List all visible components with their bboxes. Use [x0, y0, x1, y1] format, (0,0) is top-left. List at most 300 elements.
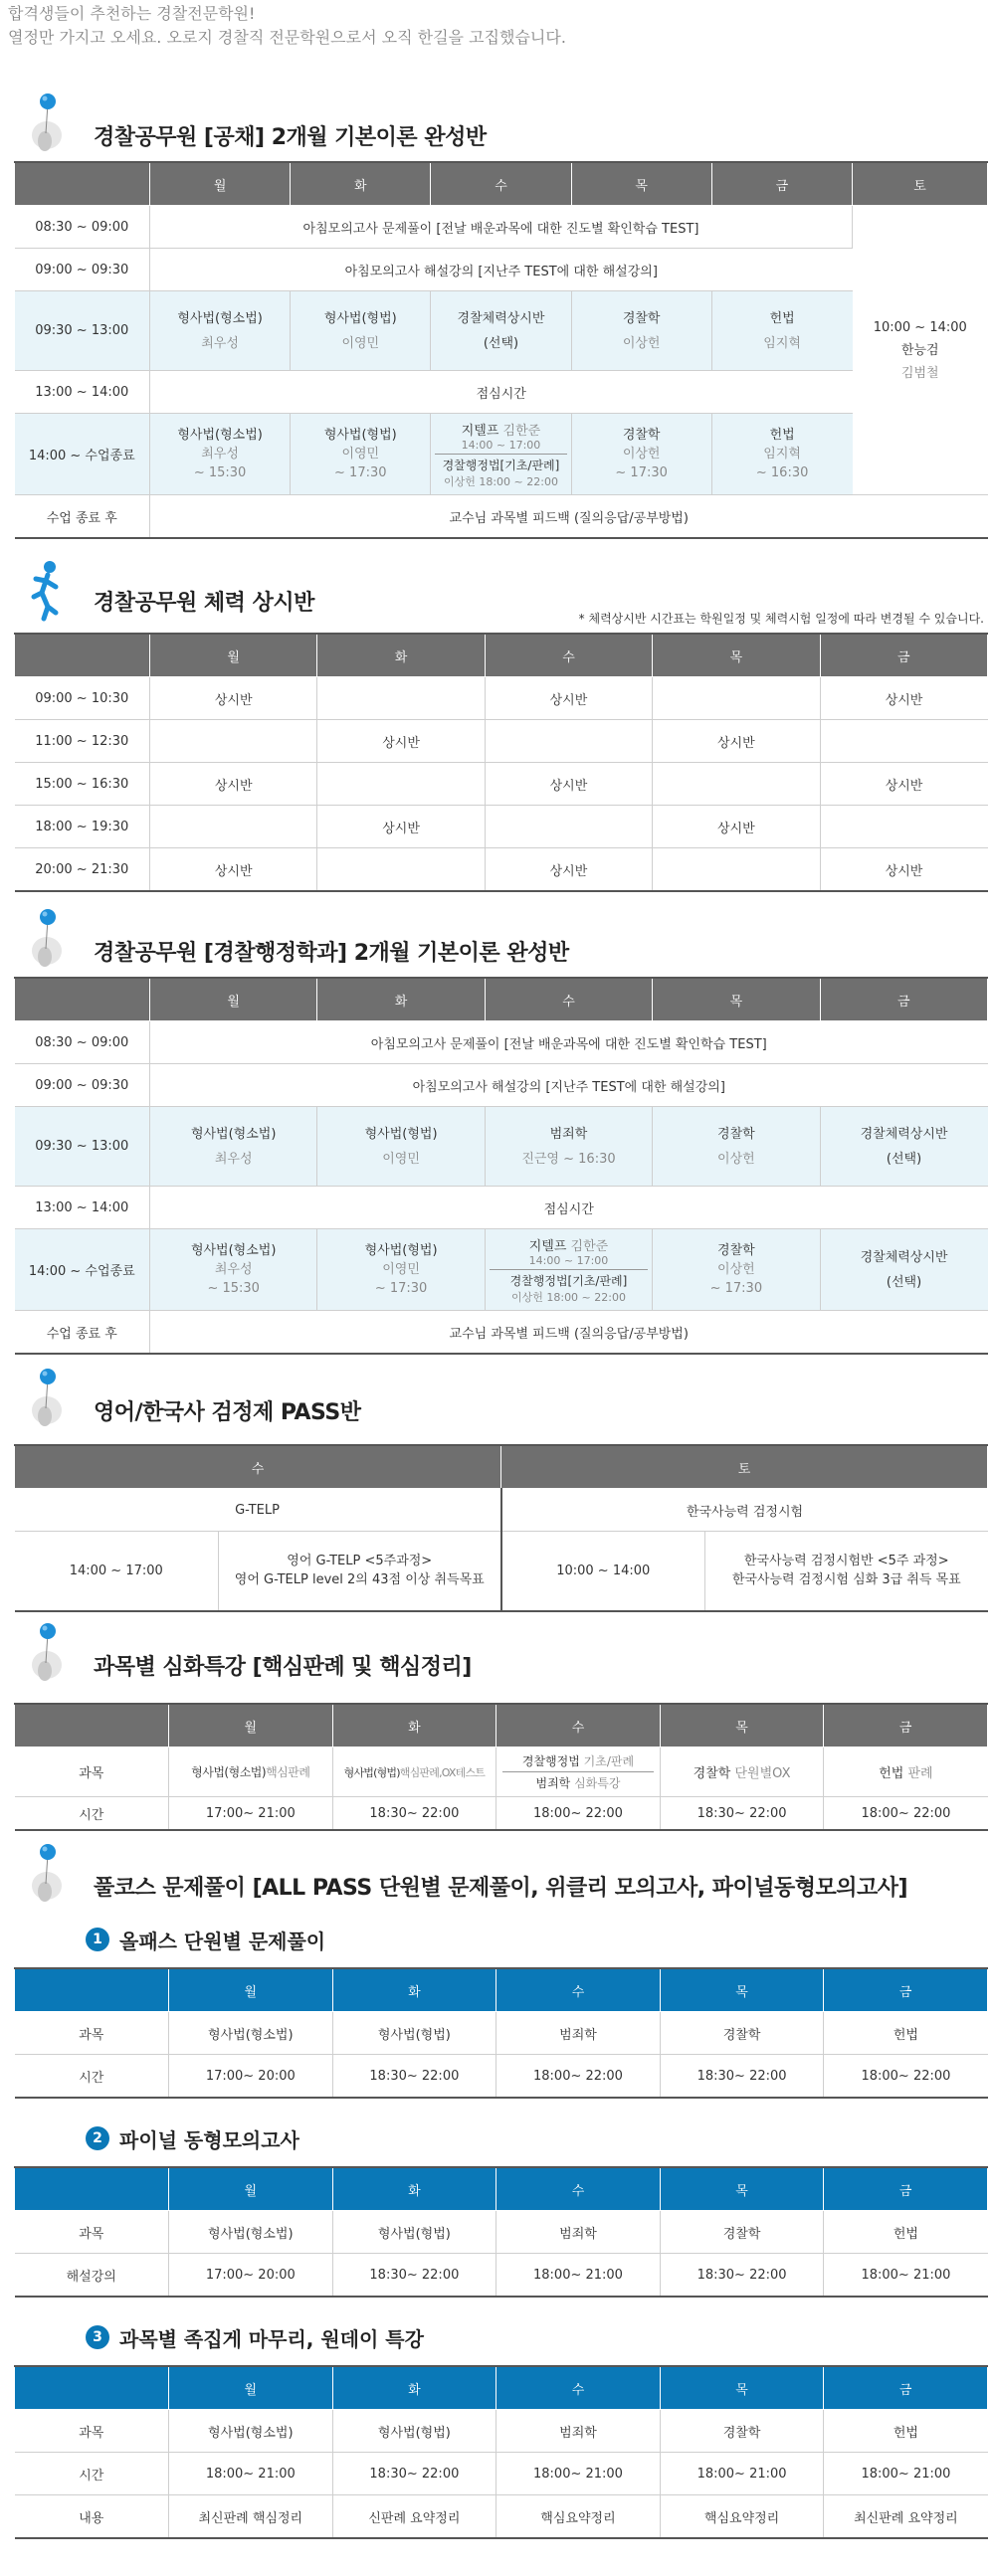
gtelp-block: [435, 420, 566, 455]
header-thu: 목: [653, 978, 820, 1021]
end-time: ~ 15:30: [193, 465, 247, 480]
subject: 지텔프: [461, 423, 499, 439]
time-cell: 18:00~ 22:00: [496, 2055, 661, 2099]
class-cell: [711, 291, 852, 371]
header-mon: 월: [150, 978, 317, 1021]
subject: 헌법: [769, 310, 795, 326]
wed-split-cell: [485, 1229, 652, 1311]
class-cell: [820, 1107, 987, 1187]
teacher: (선택): [483, 335, 519, 351]
empty-cell: [317, 848, 485, 892]
morning-review: 아침모의고사 해설강의 [지난주 TEST에 대한 해설강의]: [150, 249, 853, 291]
teacher: (선택): [886, 1274, 922, 1290]
subject-cell: 형사법(형법): [332, 2012, 496, 2055]
subject-cell: 범죄학: [496, 2410, 661, 2453]
teacher: 임지혁: [763, 447, 801, 461]
subject-cell: 형사법(형소법): [169, 2012, 333, 2055]
table-header-row: [15, 2167, 988, 2211]
section-intensive-lectures: [14, 1621, 988, 1831]
runner-icon: [26, 557, 68, 623]
table-row: [15, 1532, 988, 1611]
header-wed: 수: [15, 1445, 501, 1489]
header-thu: 목: [653, 634, 820, 677]
session-cell: 상시반: [317, 806, 485, 848]
header-thu: 목: [660, 2167, 824, 2211]
time-cell: 09:00 ~ 09:30: [15, 1064, 150, 1107]
subject-cell: 범죄학: [496, 2211, 661, 2254]
section-title: 풀코스 문제풀이 [ALL PASS 단원별 문제풀이, 위클리 모의고사, 파이널동형모의고사]: [94, 1876, 908, 1901]
subsection-header: [14, 1912, 988, 1967]
time: 18:00 ~ 22:00: [479, 474, 558, 488]
teacher: 이영민: [382, 1151, 420, 1167]
header-blank: [15, 2167, 169, 2211]
header-tue: 화: [317, 978, 485, 1021]
oneday-table: [14, 2365, 988, 2539]
time-cell: 17:00~ 20:00: [169, 2055, 333, 2099]
subject: 형사법(형소법): [191, 1765, 267, 1779]
time-cell: 08:30 ~ 09:00: [15, 206, 150, 249]
session-cell: 상시반: [485, 763, 652, 806]
intro-line-2: 열정만 가지고 오세요. 오로지 경찰직 전문학원으로서 오직 한길을 고집했습니다.: [8, 28, 566, 47]
time-cell: 11:00 ~ 12:30: [15, 720, 150, 763]
section-fitness: [14, 557, 988, 892]
subject: 지텔프: [528, 1238, 567, 1254]
desc-line: 한국사능력 검정시험반 <5주 과정>: [743, 1554, 949, 1569]
time-cell: 18:30~ 22:00: [660, 2254, 824, 2298]
desc-line: 영어 G-TELP <5주과정>: [287, 1554, 433, 1569]
balloon-icon: [26, 1842, 68, 1908]
gtelp-block: [490, 1235, 648, 1270]
session-cell: 상시반: [485, 677, 652, 720]
subject-cell: 헌법: [824, 2410, 988, 2453]
row-label: 시간: [15, 2453, 169, 2495]
header-mon: 월: [150, 162, 291, 206]
table-row: [15, 1229, 988, 1311]
table-row: [15, 2254, 988, 2298]
header-thu: 목: [660, 2366, 824, 2410]
history-time: 10:00 ~ 14:00: [501, 1532, 705, 1611]
header-wed: 수: [431, 162, 571, 206]
empty-cell: [150, 806, 317, 848]
header-tue: 화: [332, 1704, 496, 1748]
class-cell: [431, 291, 571, 371]
empty-cell: [150, 720, 317, 763]
content-cell: 신판례 요약정리: [332, 2495, 496, 2539]
balloon-icon: [26, 92, 68, 157]
table-header-row: [15, 978, 988, 1021]
section-header: [14, 92, 988, 161]
section-police-public-2month: [14, 92, 988, 539]
time-cell: 13:00 ~ 14:00: [15, 1187, 150, 1229]
teacher: 최우성: [214, 1151, 253, 1167]
session-cell: 상시반: [485, 848, 652, 892]
session-cell: 상시반: [820, 763, 987, 806]
header-tue: 화: [291, 162, 431, 206]
subject-cell: 경찰학: [660, 2012, 824, 2055]
subject: 형사법(형법): [323, 428, 397, 443]
subject: 경찰행정법: [521, 1754, 580, 1768]
balloon-icon: [26, 1621, 68, 1687]
topic: 단원별OX: [734, 1766, 791, 1781]
table-row: [15, 1748, 988, 1797]
subject: 형사법(형소법): [190, 1126, 277, 1142]
teacher: 진근영: [521, 1151, 559, 1167]
subject: 경찰학: [693, 1766, 731, 1781]
header-tue: 화: [332, 2167, 496, 2211]
subject-cell: 경찰학: [660, 2410, 824, 2453]
schedule-table: [14, 161, 988, 539]
intro-text: [0, 0, 992, 50]
subject-cell: [496, 1748, 661, 1797]
table-row: [15, 206, 988, 249]
row-label: 해설강의: [15, 2254, 169, 2298]
table-row: [15, 677, 988, 720]
time-cell: 20:00 ~ 21:30: [15, 848, 150, 892]
teacher: 김한준: [502, 423, 541, 439]
table-row: [15, 371, 988, 414]
table-row: [15, 2453, 988, 2495]
empty-cell: [485, 806, 652, 848]
header-mon: 월: [150, 634, 317, 677]
balloon-icon: [26, 907, 68, 973]
end-time: ~ 17:30: [615, 465, 668, 480]
subject: 경찰학: [622, 310, 661, 326]
content-cell: 최신판례 요약정리: [824, 2495, 988, 2539]
morning-review: 아침모의고사 해설강의 [지난주 TEST에 대한 해설강의]: [150, 1064, 988, 1107]
class-cell: [317, 1107, 485, 1187]
header-wed: 수: [496, 1968, 661, 2012]
subject: 형사법(형소법): [177, 310, 263, 326]
balloon-icon: [26, 1367, 68, 1432]
header-fri: 금: [824, 2366, 988, 2410]
session-cell: 상시반: [150, 677, 317, 720]
header-fri: 금: [711, 162, 852, 206]
class-cell: [485, 1107, 652, 1187]
section-header: [14, 907, 988, 977]
time-cell: 18:00~ 21:00: [824, 2254, 988, 2298]
header-sat: 토: [501, 1445, 988, 1489]
morning-test: 아침모의고사 문제풀이 [전날 배운과목에 대한 진도별 확인학습 TEST]: [150, 1021, 988, 1064]
class-cell: [150, 291, 291, 371]
lunch-cell: 점심시간: [150, 371, 853, 414]
gtelp-desc: [219, 1532, 501, 1611]
table-header-row: [15, 162, 988, 206]
number-badge: 3: [86, 2325, 109, 2349]
subject-cell: 형사법(형소법): [169, 2211, 333, 2254]
table-row: [15, 848, 988, 892]
header-thu: 목: [660, 1968, 824, 2012]
section-header: [14, 1367, 988, 1436]
row-label: 내용: [15, 2495, 169, 2539]
subject-cell: 경찰학: [660, 2211, 824, 2254]
table-row: [15, 720, 988, 763]
end-time: ~ 15:30: [207, 1281, 260, 1296]
class-cell: [150, 414, 291, 495]
subject: 경찰학: [622, 428, 661, 443]
subsection-title: 올패스 단원별 문제풀이: [119, 1930, 326, 1953]
desc-line: 영어 G-TELP level 2의 43점 이상 취득목표: [234, 1572, 485, 1588]
subsection-title: 파이널 동형모의고사: [119, 2128, 299, 2152]
teacher: 김한준: [570, 1238, 609, 1254]
end-time: ~ 17:30: [374, 1281, 428, 1296]
class-cell: [820, 1229, 987, 1311]
teacher: 최우성: [201, 335, 239, 351]
number-badge: 2: [86, 2126, 109, 2150]
feedback-cell: 교수님 과목별 피드백 (질의응답/공부방법): [150, 495, 988, 539]
row-label: 과목: [15, 2012, 169, 2055]
admin-law-block: [490, 1270, 648, 1305]
subject: 경찰행정법[기초/판례]: [442, 458, 560, 472]
header-wed: 수: [485, 634, 652, 677]
subject-cell: [824, 1748, 988, 1797]
header-thu: 목: [660, 1704, 824, 1748]
time-cell: 15:00 ~ 16:30: [15, 763, 150, 806]
gtelp-name: G-TELP: [15, 1489, 501, 1532]
subject: 헌법: [769, 428, 795, 443]
class-cell: [150, 1107, 317, 1187]
time-cell: 14:00 ~ 수업종료: [15, 1229, 150, 1311]
table-row: [15, 2211, 988, 2254]
empty-cell: [485, 720, 652, 763]
subject: 헌법: [879, 1766, 904, 1781]
teacher: 이영민: [341, 335, 380, 351]
table-row: [15, 763, 988, 806]
time-cell: 18:30~ 22:00: [660, 1797, 824, 1831]
table-row: [15, 1107, 988, 1187]
class-cell: [653, 1107, 820, 1187]
table-row: [15, 1187, 988, 1229]
number-badge: 1: [86, 1928, 109, 1951]
class-cell: [291, 414, 431, 495]
empty-cell: [653, 763, 820, 806]
section-title: 경찰공무원 [경찰행정학과] 2개월 기본이론 완성반: [94, 941, 569, 966]
header-blank: [15, 978, 150, 1021]
header-blank: [15, 2366, 169, 2410]
class-cell: [711, 414, 852, 495]
empty-cell: [317, 763, 485, 806]
fitness-table: [14, 633, 988, 892]
time-cell: 수업 종료 후: [15, 1311, 150, 1355]
time-cell: 08:30 ~ 09:00: [15, 1021, 150, 1064]
section-note: * 체력상시반 시간표는 학원일정 및 체력시험 일정에 따라 변경될 수 있습니다.: [578, 612, 984, 626]
row-label: 시간: [15, 1797, 169, 1831]
class-cell: [653, 1229, 820, 1311]
wed-split-cell: [431, 414, 571, 495]
schedule-table: [14, 977, 988, 1355]
subject-cell: [332, 1748, 496, 1797]
subject: 경찰학: [717, 1126, 755, 1142]
time-cell: 09:00 ~ 10:30: [15, 677, 150, 720]
sat-time: 10:00 ~ 14:00: [873, 319, 967, 335]
subject-cell: 형사법(형법): [332, 2211, 496, 2254]
subject-cell: 형사법(형법): [332, 2410, 496, 2453]
table-header-row: [15, 2366, 988, 2410]
topic: 핵심판례: [266, 1765, 310, 1779]
table-row: [15, 806, 988, 848]
time-cell: 14:00 ~ 수업종료: [15, 414, 150, 495]
teacher: 이상헌: [510, 1290, 543, 1304]
header-wed: 수: [496, 2366, 661, 2410]
row-label: 시간: [15, 2055, 169, 2099]
end-time: ~ 17:30: [709, 1281, 763, 1296]
class-cell: [317, 1229, 485, 1311]
table-row: [15, 249, 988, 291]
subsection-header: [14, 2309, 988, 2365]
time-cell: 18:30~ 22:00: [660, 2055, 824, 2099]
table-row: [15, 1021, 988, 1064]
table-row: [15, 1489, 988, 1532]
header-mon: 월: [169, 1968, 333, 2012]
subject: 경찰체력상시반: [457, 310, 545, 326]
table-row: [15, 495, 988, 539]
history-desc: [705, 1532, 988, 1611]
time-cell: 18:00~ 21:00: [496, 2453, 661, 2495]
teacher: 이상헌: [717, 1262, 755, 1277]
header-sat: 토: [853, 162, 988, 206]
table-row: [15, 1797, 988, 1831]
header-tue: 화: [317, 634, 485, 677]
time: 14:00 ~ 17:00: [528, 1253, 609, 1267]
table-header-row: [15, 1445, 988, 1489]
table-row: [15, 2495, 988, 2539]
row-label: 과목: [15, 2211, 169, 2254]
header-mon: 월: [169, 1704, 333, 1748]
subject-cell: [169, 1748, 333, 1797]
end-time: ~ 16:30: [755, 465, 809, 480]
class-cell: [150, 1229, 317, 1311]
time-cell: 18:30~ 22:00: [332, 2254, 496, 2298]
section-title: 영어/한국사 검정제 PASS반: [94, 1400, 361, 1425]
time-cell: 09:30 ~ 13:00: [15, 1107, 150, 1187]
time-cell: 18:00~ 21:00: [660, 2453, 824, 2495]
subject: 경찰체력상시반: [860, 1249, 948, 1265]
history-name: 한국사능력 검정시험: [501, 1489, 988, 1532]
topic: 핵심판례,OX테스트: [399, 1765, 486, 1779]
subject: 형사법(형법): [323, 310, 397, 326]
table-row: [15, 1064, 988, 1107]
end-time: ~ 17:30: [334, 465, 387, 480]
header-fri: 금: [824, 2167, 988, 2211]
time-cell: 18:00~ 21:00: [496, 2254, 661, 2298]
teacher: 이상헌: [717, 1151, 755, 1167]
section-header: [14, 1842, 988, 1912]
teacher: 최우성: [214, 1262, 253, 1277]
header-blank: [15, 1704, 169, 1748]
section-title: 경찰공무원 [공채] 2개월 기본이론 완성반: [94, 125, 487, 150]
table-row: [15, 1311, 988, 1355]
content-cell: 최신판례 핵심정리: [169, 2495, 333, 2539]
header-tue: 화: [332, 1968, 496, 2012]
pass-table: [14, 1444, 988, 1612]
teacher: 이영민: [341, 447, 380, 461]
header-mon: 월: [169, 2167, 333, 2211]
time-cell: 18:30~ 22:00: [332, 2055, 496, 2099]
class-cell: [291, 291, 431, 371]
teacher: 이상헌: [622, 335, 661, 351]
session-cell: 상시반: [820, 677, 987, 720]
header-wed: 수: [496, 1704, 661, 1748]
header-mon: 월: [169, 2366, 333, 2410]
subject: 범죄학: [535, 1776, 571, 1790]
teacher: 임지혁: [763, 335, 801, 351]
time-cell: 수업 종료 후: [15, 495, 150, 539]
header-fri: 금: [820, 978, 987, 1021]
header-fri: 금: [820, 634, 987, 677]
saturday-cell: [853, 206, 988, 495]
table-header-row: [15, 634, 988, 677]
admin-law-block: [435, 455, 566, 489]
session-cell: 상시반: [317, 720, 485, 763]
time-cell: 18:00~ 22:00: [824, 1797, 988, 1831]
table-row: [15, 2055, 988, 2099]
header-tue: 화: [332, 2366, 496, 2410]
subject-cell: 헌법: [824, 2012, 988, 2055]
section-title: 과목별 심화특강 [핵심판례 및 핵심정리]: [94, 1655, 472, 1680]
teacher: 이상헌: [622, 447, 661, 461]
time-cell: 09:30 ~ 13:00: [15, 291, 150, 371]
time-cell: 18:00~ 21:00: [824, 2453, 988, 2495]
desc-line: 한국사능력 검정시험 심화 3급 취득 목표: [731, 1572, 961, 1588]
intensive-table: [14, 1703, 988, 1831]
row-label: 과목: [15, 1748, 169, 1797]
time-cell: 18:30~ 22:00: [332, 1797, 496, 1831]
teacher: (선택): [886, 1151, 922, 1167]
empty-cell: [820, 806, 987, 848]
subject-cell: 헌법: [824, 2211, 988, 2254]
topic: 심화특강: [574, 1776, 621, 1790]
empty-cell: [317, 677, 485, 720]
sat-subject: 한능검: [900, 342, 939, 358]
header-thu: 목: [571, 162, 711, 206]
sat-teacher: 김범철: [900, 365, 939, 381]
session-cell: 상시반: [820, 848, 987, 892]
subject: 범죄학: [549, 1126, 588, 1142]
header-blank: [15, 1968, 169, 2012]
session-cell: 상시반: [150, 848, 317, 892]
section-title: 경찰공무원 체력 상시반: [94, 591, 314, 616]
section-header: [14, 557, 988, 627]
empty-cell: [653, 848, 820, 892]
topic: 판례: [907, 1766, 933, 1781]
content-cell: 핵심요약정리: [496, 2495, 661, 2539]
table-row: [15, 2410, 988, 2453]
section-english-history-pass: [14, 1367, 988, 1612]
intro-line-1: 합격생들이 추천하는 경찰전문학원!: [8, 4, 256, 23]
session-cell: 상시반: [653, 806, 820, 848]
section-police-admin-2month: [14, 907, 988, 1355]
header-blank: [15, 162, 150, 206]
time-cell: 18:00~ 21:00: [169, 2453, 333, 2495]
subject: 경찰학: [717, 1243, 755, 1258]
empty-cell: [653, 677, 820, 720]
feedback-cell: 교수님 과목별 피드백 (질의응답/공부방법): [150, 1311, 988, 1355]
subject-cell: [660, 1748, 824, 1797]
lunch-cell: 점심시간: [150, 1187, 988, 1229]
subsection-header: [14, 2111, 988, 2166]
table-header-row: [15, 1704, 988, 1748]
section-full-course: [14, 1842, 988, 2539]
subsection-title: 과목별 족집게 마무리, 원데이 특강: [119, 2327, 424, 2351]
subject: 형사법(형법): [343, 1765, 400, 1779]
time-cell: 17:00~ 20:00: [169, 2254, 333, 2298]
session-cell: 상시반: [150, 763, 317, 806]
subject-cell: 형사법(형소법): [169, 2410, 333, 2453]
teacher: 이영민: [382, 1262, 420, 1277]
time-cell: 17:00~ 21:00: [169, 1797, 333, 1831]
row-label: 과목: [15, 2410, 169, 2453]
header-wed: 수: [485, 978, 652, 1021]
subject: 경찰체력상시반: [860, 1126, 948, 1142]
